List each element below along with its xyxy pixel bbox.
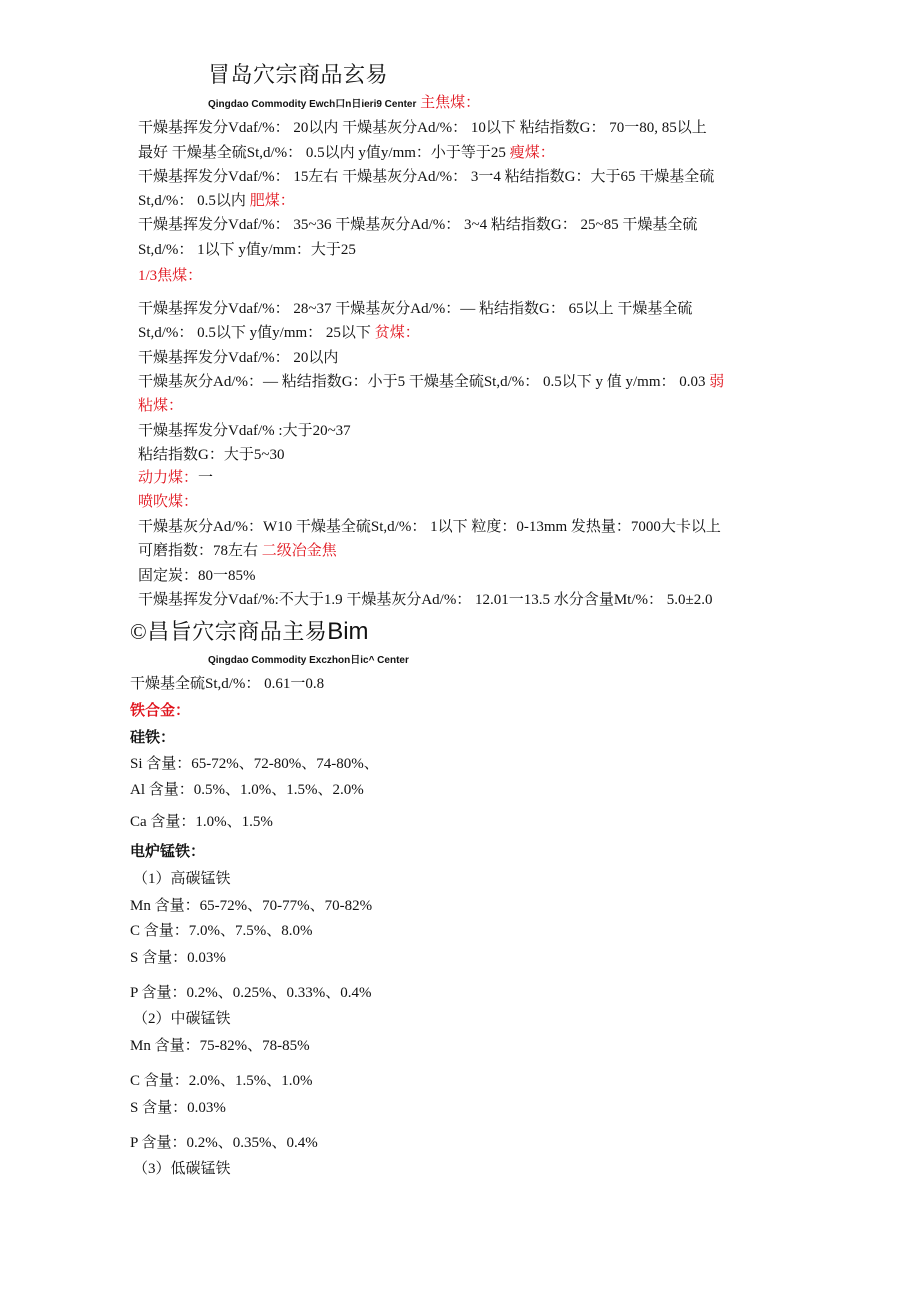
penchui-line-1: 干燥基灰分Ad/%：W10 干燥基全硫St,d/%： 1以下 粒度：0-13mm 发热量：7000大卡以上 xyxy=(138,519,721,535)
low-carbon-title: （3）低碳锰铁 xyxy=(133,1161,231,1177)
section-ferroalloy-title: 铁合金： xyxy=(130,703,191,719)
section-zhujiao-title: 主焦煤： xyxy=(420,95,481,111)
shou-line-1: 干燥基挥发分Vdaf/%： 15左右 干燥基灰分Ad/%： 3一4 粘结指数G：大于65 干燥基全硫 xyxy=(138,169,715,185)
mid-c-line: C 含量：2.0%、1.5%、1.0% xyxy=(130,1073,313,1089)
fei-line-1: 干燥基挥发分Vdaf/%： 35~36 干燥基灰分Ad/%： 3~4 粘结指数G： 25~85 干燥基全硫 xyxy=(138,217,698,233)
pin-line-2-text: 干燥基灰分Ad/%：— 粘结指数G：小于5 干燥基全硫St,d/%： 0.5以下 y 值 y/mm： 0.03 xyxy=(138,374,706,390)
high-mn-line: Mn 含量：65-72%、70-77%、70-82% xyxy=(130,898,373,914)
section-fei-title: 肥煤： xyxy=(249,193,295,209)
si-line-2: Al 含量：0.5%、1.0%、1.5%、2.0% xyxy=(130,782,364,798)
dongli-line xyxy=(138,468,213,488)
si-line-3: Ca 含量：1.0%、1.5% xyxy=(130,814,273,830)
ruo-line-1: 干燥基挥发分Vdaf/% :大于20~37 xyxy=(138,423,351,439)
third-line-1: 干燥基挥发分Vdaf/%： 28~37 干燥基灰分Ad/%：— 粘结指数G： 65以上 干燥基全硫 xyxy=(138,301,693,317)
header2-title: ©昌旨穴宗商品主易 xyxy=(130,619,328,644)
header-subtitle-line xyxy=(208,93,480,115)
section-penchui-title: 喷吹煤： xyxy=(138,494,199,510)
penchui-line-2 xyxy=(138,541,337,561)
erji-line-2: 干燥基挥发分Vdaf/%:不大于1.9 干燥基灰分Ad/%： 12.01一13.5 水分含量Mt/%： 5.0±2.0 xyxy=(138,592,713,608)
section-ruo-title-b: 粘煤： xyxy=(138,398,184,414)
si-line-1: Si 含量：65-72%、72-80%、74-80%、 xyxy=(130,756,379,772)
mid-p-line: P 含量：0.2%、0.35%、0.4% xyxy=(130,1135,318,1151)
pin-line-2 xyxy=(138,372,724,392)
high-s-line: S 含量：0.03% xyxy=(130,950,226,966)
high-c-line: C 含量：7.0%、7.5%、8.0% xyxy=(130,923,313,939)
shou-line-2 xyxy=(138,191,295,211)
header2-subtitle: Qingdao Commodity Exczhon日ic^ Center xyxy=(208,655,409,666)
section-third-title: 1/3焦煤： xyxy=(138,268,203,284)
third-line-2 xyxy=(138,323,420,343)
header2-line xyxy=(130,618,369,646)
mid-s-line: S 含量：0.03% xyxy=(130,1100,226,1116)
section-shou-title: 瘦煤： xyxy=(509,145,555,161)
shou-line-2-text: St,d/%： 0.5以内 xyxy=(138,193,246,209)
section-si-title: 硅铁： xyxy=(130,730,176,746)
dongli-value: 一 xyxy=(198,470,214,486)
cont-sulfur-line: 干燥基全硫St,d/%： 0.61一0.8 xyxy=(130,676,325,692)
header-title: 冒岛穴宗商品玄易 xyxy=(208,62,389,87)
section-pin-title: 贫煤： xyxy=(374,325,420,341)
zhujiao-line-1: 干燥基挥发分Vdaf/%： 20以内 干燥基灰分Ad/%： 10以下 粘结指数G： 70一80, 85以上 xyxy=(138,120,707,136)
section-ruo-title-a: 弱 xyxy=(709,374,725,390)
fei-line-2: St,d/%： 1以下 y值y/mm：大于25 xyxy=(138,242,356,258)
ruo-line-2: 粘结指数G：大于5~30 xyxy=(138,447,285,463)
section-dongli-title: 动力煤： xyxy=(138,470,199,486)
third-line-2-text: St,d/%： 0.5以下 y值y/mm： 25以下 xyxy=(138,325,371,341)
penchui-line-2-text: 可磨指数：78左右 xyxy=(138,543,259,559)
pin-line-1: 干燥基挥发分Vdaf/%： 20以内 xyxy=(138,350,339,366)
mid-carbon-title: （2）中碳锰铁 xyxy=(133,1011,231,1027)
zhujiao-line-2 xyxy=(138,143,555,163)
section-mn-title: 电炉锰铁： xyxy=(130,844,206,860)
high-p-line: P 含量：0.2%、0.25%、0.33%、0.4% xyxy=(130,985,372,1001)
section-erji-title: 二级冶金焦 xyxy=(261,543,337,559)
erji-line-1: 固定炭：80一85% xyxy=(138,568,256,584)
zhujiao-line-2-text: 最好 干燥基全硫St,d/%： 0.5以内 y值y/mm：小于等于25 xyxy=(138,145,506,161)
high-carbon-title: （1）高碳锰铁 xyxy=(133,871,231,887)
header2-title-suffix: Bim xyxy=(327,618,369,645)
header-subtitle: Qingdao Commodity Ewch口n日ieri9 Center xyxy=(208,99,417,110)
mid-mn-line: Mn 含量：75-82%、78-85% xyxy=(130,1038,310,1054)
